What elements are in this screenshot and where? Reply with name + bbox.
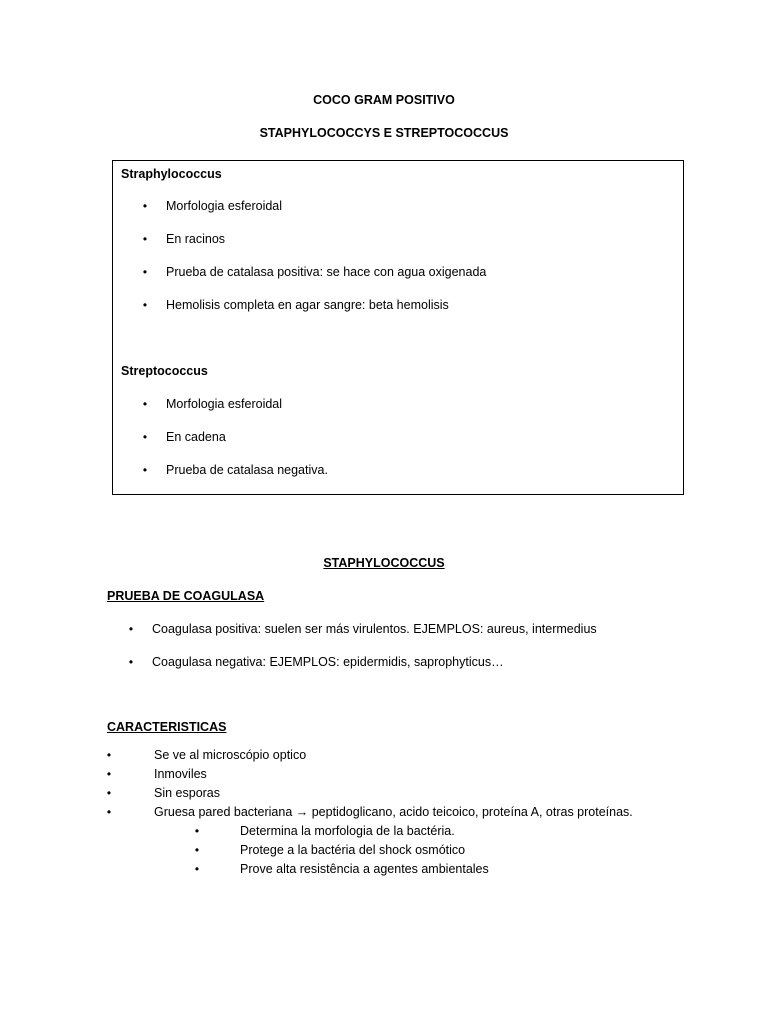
- strep-heading: Streptococcus: [121, 364, 208, 378]
- bullet-icon: •: [142, 298, 148, 312]
- staph-item: Prueba de catalasa positiva: se hace con agua oxigenada: [166, 265, 487, 279]
- strep-item: En cadena: [166, 430, 226, 444]
- staph-item: Morfologia esferoidal: [166, 199, 283, 213]
- bullet-icon: •: [142, 397, 148, 411]
- caracteristicas-subitem: Protege a la bactéria del shock osmótico: [240, 843, 466, 857]
- staph-item: Hemolisis completa en agar sangre: beta hemolisis: [166, 298, 449, 312]
- bullet-icon: •: [142, 265, 148, 279]
- caracteristicas-item: Sin esporas: [154, 786, 221, 800]
- bullet-icon: •: [194, 862, 200, 876]
- bullet-icon: •: [106, 748, 112, 762]
- caracteristicas-subitem: Determina la morfologia de la bactéria.: [240, 824, 455, 838]
- bullet-icon: •: [128, 655, 134, 669]
- bullet-icon: •: [142, 463, 148, 477]
- bullet-icon: •: [142, 199, 148, 213]
- caracteristicas-item: Gruesa pared bacteriana → peptidoglicano, acido teicoico, proteína A, otras proteínas.: [154, 805, 633, 819]
- strep-item: Prueba de catalasa negativa.: [166, 463, 328, 477]
- strep-item: Morfologia esferoidal: [166, 397, 283, 411]
- coagulasa-heading: PRUEBA DE COAGULASA: [107, 589, 265, 603]
- bullet-icon: •: [106, 767, 112, 781]
- bullet-icon: •: [194, 824, 200, 838]
- bullet-icon: •: [106, 786, 112, 800]
- caracteristicas-item: Inmoviles: [154, 767, 207, 781]
- bullet-icon: •: [142, 232, 148, 246]
- bullet-icon: •: [142, 430, 148, 444]
- bullet-icon: •: [106, 805, 112, 819]
- caracteristicas-item: Se ve al microscópio optico: [154, 748, 307, 762]
- caracteristicas-subitem: Prove alta resistência a agentes ambientales: [240, 862, 489, 876]
- caracteristicas-heading: CARACTERISTICAS: [107, 720, 227, 734]
- staph-item: En racinos: [166, 232, 226, 246]
- bullet-icon: •: [128, 622, 134, 636]
- coagulasa-item: Coagulasa negativa: EJEMPLOS: epidermidis, saprophyticus…: [152, 655, 504, 669]
- page-title: COCO GRAM POSITIVO: [313, 93, 455, 107]
- section-title: STAPHYLOCOCCUS: [323, 556, 445, 570]
- coagulasa-item: Coagulasa positiva: suelen ser más virulentos. EJEMPLOS: aureus, intermedius: [152, 622, 597, 636]
- staph-heading: Straphylococcus: [121, 167, 222, 181]
- page-subtitle: STAPHYLOCOCCYS E STREPTOCOCCUS: [259, 126, 509, 140]
- bullet-icon: •: [194, 843, 200, 857]
